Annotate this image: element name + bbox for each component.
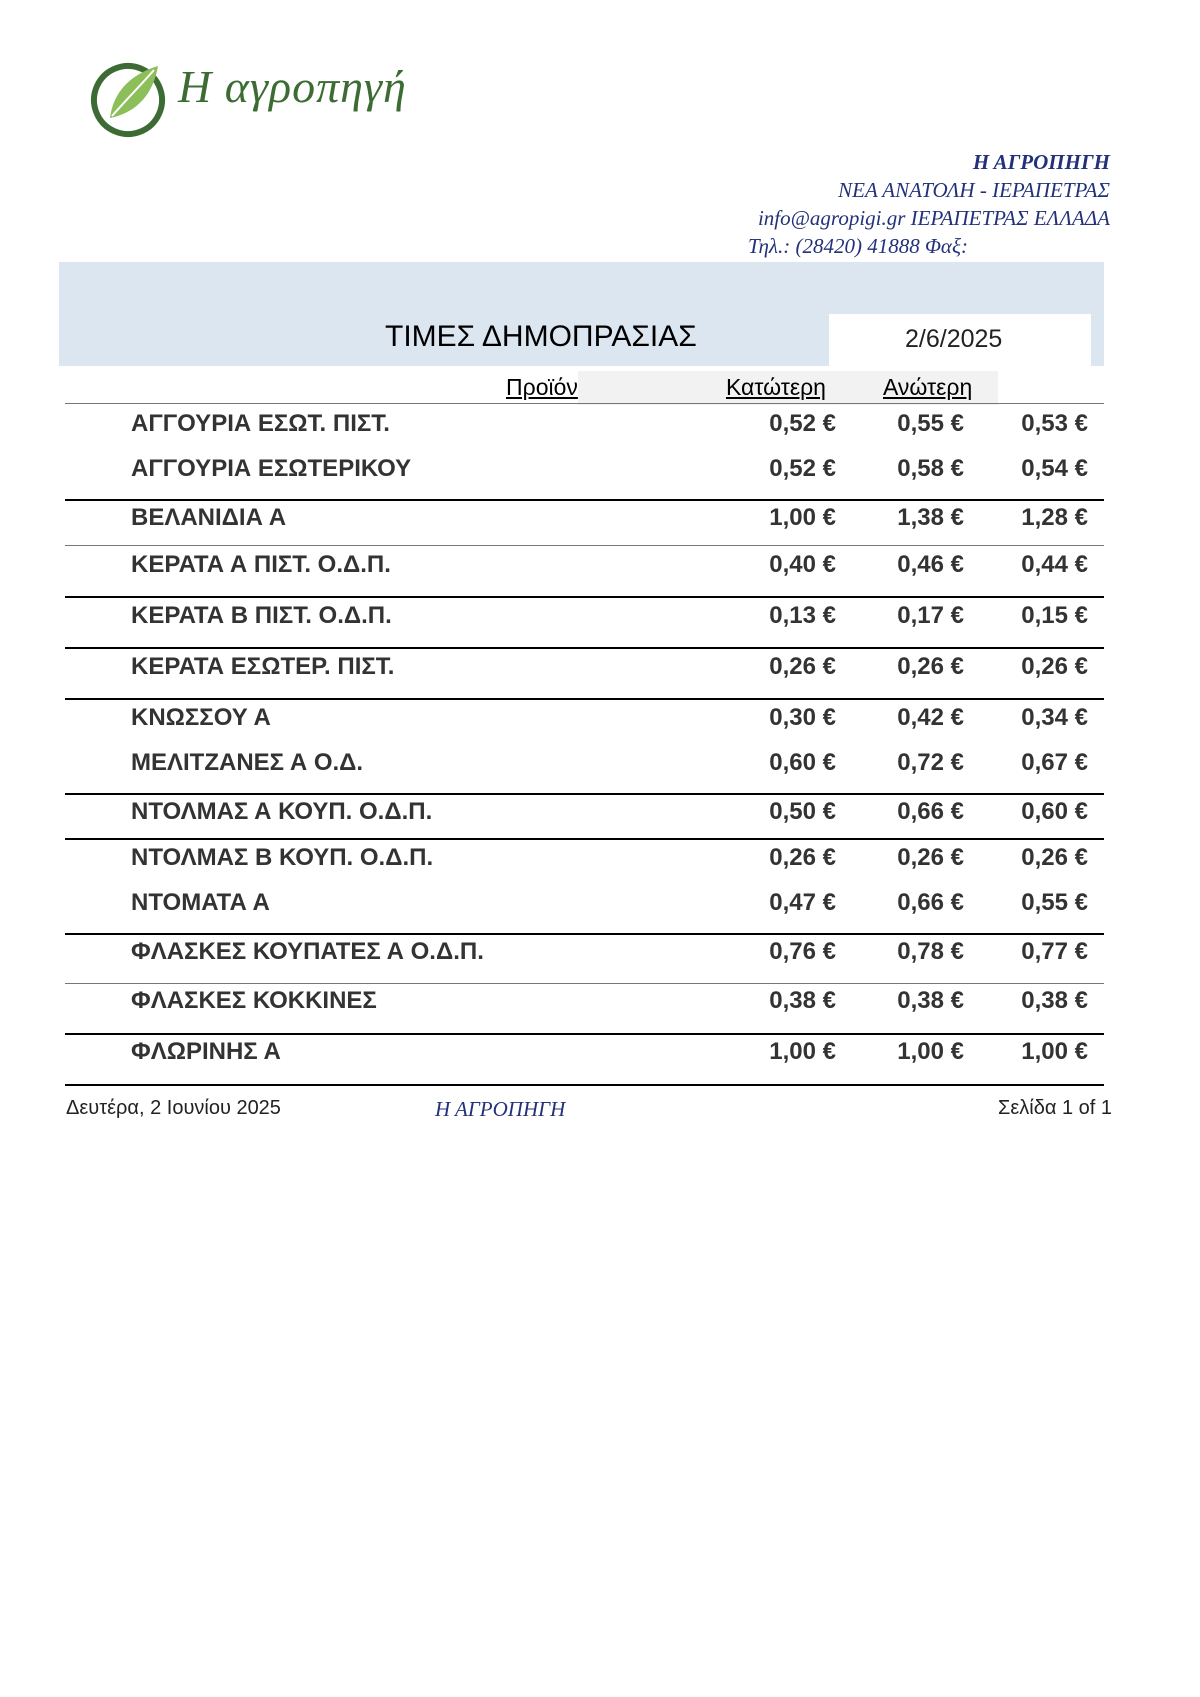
avg-price: 0,67 €: [1021, 749, 1088, 776]
low-price: 0,47 €: [769, 889, 836, 916]
header-divider: [65, 403, 1104, 404]
column-header-high: Ανώτερη: [883, 374, 973, 400]
product-name: ΚΕΡΑΤΑ ΕΣΩΤΕΡ. ΠΙΣΤ.: [131, 653, 395, 680]
avg-price: 0,34 €: [1021, 704, 1088, 731]
table-row: [0, 798, 1200, 838]
high-price: 0,26 €: [897, 653, 964, 680]
table-row: [0, 504, 1200, 544]
low-price: 0,38 €: [769, 987, 836, 1014]
leaf-icon: [88, 56, 170, 138]
high-price: 0,38 €: [897, 987, 964, 1014]
high-price: 0,55 €: [897, 410, 964, 437]
high-price: 1,38 €: [897, 504, 964, 531]
company-address: ΝΕΑ ΑΝΑΤΟΛΗ - ΙΕΡΑΠΕΤΡΑΣ: [838, 178, 1110, 202]
product-name: ΝΤΟΛΜΑΣ Α ΚΟΥΠ. Ο.Δ.Π.: [131, 798, 433, 825]
table-row: [0, 938, 1200, 978]
avg-price: 0,53 €: [1021, 410, 1088, 437]
low-price: 0,76 €: [769, 938, 836, 965]
table-row: [0, 704, 1200, 744]
avg-price: 0,54 €: [1021, 455, 1088, 482]
high-price: 0,26 €: [897, 844, 964, 871]
avg-price: 0,60 €: [1021, 798, 1088, 825]
high-price: 0,42 €: [897, 704, 964, 731]
row-divider: [65, 647, 1104, 649]
company-email-line: info@agropigi.gr ΙΕΡΑΠΕΤΡΑΣ ΕΛΛΑΔΑ: [757, 206, 1110, 230]
high-price: 0,72 €: [897, 749, 964, 776]
avg-price: 0,26 €: [1021, 653, 1088, 680]
high-price: 0,46 €: [897, 551, 964, 578]
logo-text: Η αγροπηγή: [178, 61, 407, 112]
low-price: 0,50 €: [769, 798, 836, 825]
low-price: 0,52 €: [769, 455, 836, 482]
low-price: 0,13 €: [769, 602, 836, 629]
row-divider: [65, 545, 1104, 546]
high-price: 0,58 €: [897, 455, 964, 482]
column-header-low: Κατώτερη: [726, 374, 826, 400]
low-price: 0,52 €: [769, 410, 836, 437]
low-price: 1,00 €: [769, 1038, 836, 1065]
avg-price: 0,44 €: [1021, 551, 1088, 578]
low-price: 0,30 €: [769, 704, 836, 731]
product-name: ΚΕΡΑΤΑ Β ΠΙΣΤ. Ο.Δ.Π.: [131, 602, 392, 629]
avg-price: 1,28 €: [1021, 504, 1088, 531]
product-name: ΦΛΑΣΚΕΣ ΚΟΚΚΙΝΕΣ: [131, 987, 377, 1014]
table-bottom-rule: [65, 1084, 1104, 1086]
company-logo: [88, 52, 408, 147]
table-row: [0, 602, 1200, 642]
table-row: [0, 410, 1200, 450]
low-price: 0,26 €: [769, 653, 836, 680]
row-divider: [65, 596, 1104, 598]
avg-price: 0,55 €: [1021, 889, 1088, 916]
low-price: 0,60 €: [769, 749, 836, 776]
product-name: ΝΤΟΜΑΤΑ Α: [131, 889, 270, 916]
row-divider: [65, 1033, 1104, 1035]
avg-price: 0,15 €: [1021, 602, 1088, 629]
row-divider: [65, 793, 1104, 795]
product-name: ΑΓΓΟΥΡΙΑ ΕΣΩΤΕΡΙΚΟΥ: [131, 455, 412, 482]
table-row: [0, 889, 1200, 929]
product-name: ΚΝΩΣΣΟΥ Α: [131, 704, 271, 731]
auction-date: 2/6/2025: [905, 325, 1003, 353]
company-info: [747, 148, 1110, 260]
high-price: 1,00 €: [897, 1038, 964, 1065]
row-divider: [65, 838, 1104, 840]
table-row: [0, 551, 1200, 591]
footer-page-number: Σελίδα 1 of 1: [997, 1097, 1112, 1119]
avg-price: 1,00 €: [1021, 1038, 1088, 1065]
avg-price: 0,77 €: [1021, 938, 1088, 965]
table-row: [0, 455, 1200, 495]
product-name: ΚΕΡΑΤΑ Α ΠΙΣΤ. Ο.Δ.Π.: [131, 551, 391, 578]
avg-price: 0,38 €: [1021, 987, 1088, 1014]
company-name: Η ΑΓΡΟΠΗΓΗ: [972, 150, 1110, 174]
row-divider: [65, 499, 1104, 501]
table-row: [0, 844, 1200, 884]
low-price: 0,40 €: [769, 551, 836, 578]
product-name: ΒΕΛΑΝΙΔΙΑ Α: [131, 504, 287, 531]
row-divider: [65, 933, 1104, 935]
row-divider: [65, 698, 1104, 700]
row-divider: [65, 983, 1104, 984]
table-row: [0, 749, 1200, 789]
company-phone-line: Τηλ.: (28420) 41888 Φαξ:: [747, 234, 968, 258]
column-header-product: Προϊόν: [506, 374, 578, 400]
table-row: [0, 987, 1200, 1027]
product-name: ΦΛΩΡΙΝΗΣ Α: [131, 1038, 281, 1065]
high-price: 0,17 €: [897, 602, 964, 629]
low-price: 1,00 €: [769, 504, 836, 531]
product-name: ΦΛΑΣΚΕΣ ΚΟΥΠΑΤΕΣ Α Ο.Δ.Π.: [131, 938, 484, 965]
table-row: [0, 1038, 1200, 1078]
high-price: 0,78 €: [897, 938, 964, 965]
product-name: ΑΓΓΟΥΡΙΑ ΕΣΩΤ. ΠΙΣΤ.: [131, 410, 390, 437]
avg-price: 0,26 €: [1021, 844, 1088, 871]
high-price: 0,66 €: [897, 889, 964, 916]
page-title: ΤΙΜΕΣ ΔΗΜΟΠΡΑΣΙΑΣ: [385, 320, 697, 353]
footer-date: Δευτέρα, 2 Ιουνίου 2025: [66, 1097, 281, 1119]
product-name: ΜΕΛΙΤΖΑΝΕΣ Α Ο.Δ.: [131, 749, 364, 776]
high-price: 0,66 €: [897, 798, 964, 825]
low-price: 0,26 €: [769, 844, 836, 871]
table-row: [0, 653, 1200, 693]
product-name: ΝΤΟΛΜΑΣ Β ΚΟΥΠ. Ο.Δ.Π.: [131, 844, 434, 871]
footer-company: Η ΑΓΡΟΠΗΓΗ: [435, 1097, 566, 1121]
